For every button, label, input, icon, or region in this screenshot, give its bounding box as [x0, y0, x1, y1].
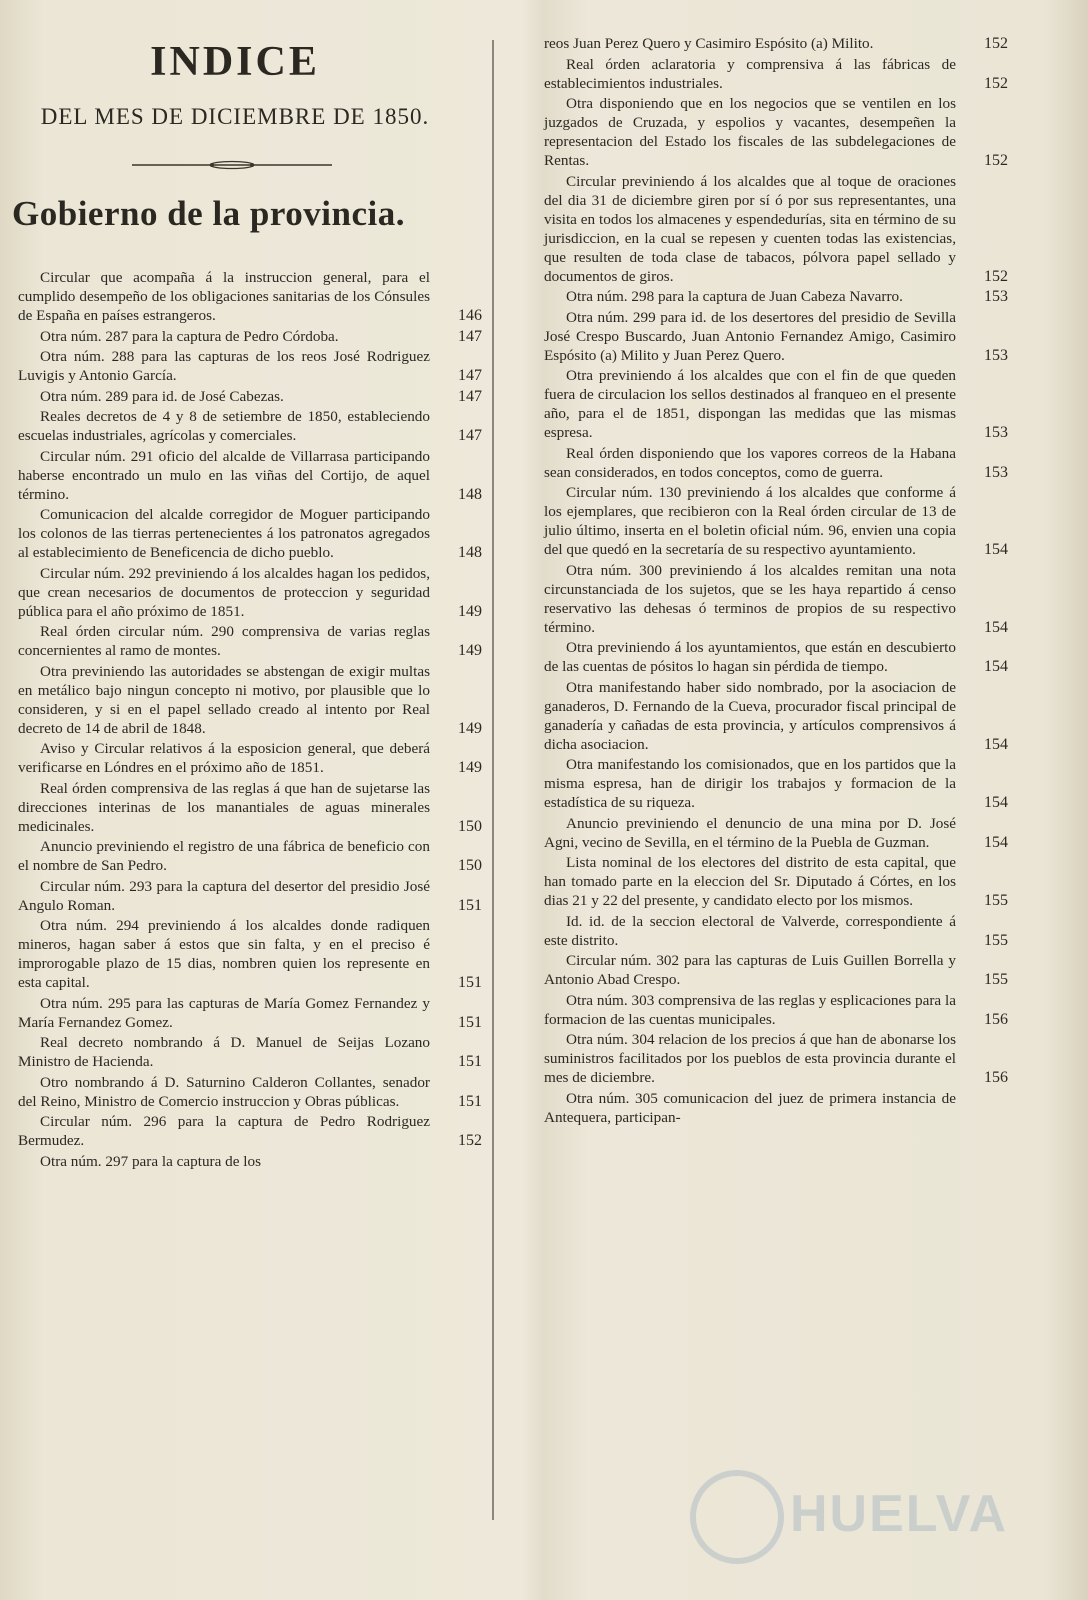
- index-entry: [544, 483, 1008, 559]
- entry-page-number: 156: [984, 1069, 1008, 1086]
- entry-text: Circular núm. 291 oficio del alcalde de Villarrasa participando haberse encontrado un mulo en las viñas del Cortijo, de aquel término.: [18, 447, 430, 503]
- entry-page-number: 152: [984, 267, 1008, 285]
- entry-text: Otra disponiendo que en los negocios que se ventilen en los juzgados de Cruzada, y espolios y vacantes, desempeñen la representacion del Estado los fiscales de las subdelegaciones de Rentas.: [544, 95, 956, 169]
- entry-text: Otra núm. 305 comunicacion del juez de primera instancia de Antequera, participan-: [544, 1089, 956, 1126]
- entry-page-number: 155: [984, 931, 1008, 949]
- index-entry: [18, 327, 482, 346]
- index-entry: [18, 564, 482, 621]
- index-entry: [544, 951, 1008, 989]
- entry-text: Lista nominal de los electores del distrito de esta capital, que han tomado parte en la eleccion del Sr. Diputado á Córtes, en los dias 21 y 22 del presente, y candidato electo por los mismos.: [544, 854, 956, 909]
- index-entry: [18, 447, 482, 504]
- index-entry: [544, 678, 1008, 754]
- entry-page-number: 155: [984, 971, 1008, 988]
- entry-page-number: 152: [984, 35, 1008, 52]
- index-entry: [18, 739, 482, 777]
- watermark-text: HUELVA: [790, 1485, 1009, 1543]
- index-entry: [544, 755, 1008, 812]
- entry-text: Otra núm. 300 previniendo á los alcaldes remitan una nota circunstanciada de los sujetos, que se les haya repartido á censo reservativo las dehesas ó terminos de propios de su respectivo término.: [544, 561, 956, 636]
- entry-text: Otra núm. 299 para id. de los desertores del presidio de Sevilla José Crespo Buscardo, Juan Antonio Fernandez Amigo, Casimiro Espósito (a) Milito y Juan Perez Quero.: [544, 308, 956, 364]
- index-entry: [544, 55, 1008, 93]
- entry-page-number: 146: [458, 307, 482, 324]
- entry-page-number: 149: [458, 719, 482, 737]
- index-entry: [544, 1030, 1008, 1087]
- entry-text: Otra núm. 304 relacion de los precios á que han de abonarse los suministros facilitados por los pueblos de esta provincia durante el mes de diciembre.: [544, 1031, 956, 1086]
- ornament-rule-icon: [132, 160, 332, 170]
- entry-text: Reales decretos de 4 y 8 de setiembre de 1850, estableciendo escuelas industriales, agrícolas y comerciales.: [18, 408, 430, 444]
- entry-page-number: 147: [458, 427, 482, 444]
- index-entry: [18, 622, 482, 660]
- index-entry: [18, 994, 482, 1032]
- index-entry: [544, 34, 1008, 53]
- entry-text: Otra núm. 303 comprensiva de las reglas y esplicaciones para la formacion de las cuentas municipales.: [544, 991, 956, 1028]
- archive-seal-icon: [690, 1470, 784, 1564]
- index-entry: [544, 287, 1008, 306]
- entry-text: Otra núm. 295 para las capturas de María Gomez Fernandez y María Fernandez Gomez.: [18, 994, 430, 1031]
- index-entry: [544, 94, 1008, 170]
- entry-text: Circular núm. 292 previniendo á los alcaldes hagan los pedidos, que crean necesarios de documentos de proteccion y seguridad pública para el año próximo de 1851.: [18, 564, 430, 620]
- entry-text: Otra previniendo á los ayuntamientos, que están en descubierto de las cuentas de pósitos lo hagan sin pérdida de tiempo.: [544, 639, 956, 675]
- entry-text: Circular que acompaña á la instruccion general, para el cumplido desempeño de los obligaciones sanitarias de los Cónsules de España en países estrangeros.: [18, 269, 430, 324]
- entry-page-number: 151: [458, 1092, 482, 1110]
- index-entry: [18, 1152, 438, 1171]
- entry-text: Real decreto nombrando á D. Manuel de Seijas Lozano Ministro de Hacienda.: [18, 1034, 430, 1070]
- entry-page-number: 154: [984, 833, 1008, 851]
- index-entry: [18, 916, 482, 992]
- index-entry: [544, 366, 1008, 442]
- entry-page-number: 155: [984, 892, 1008, 909]
- entry-page-number: 150: [458, 857, 482, 874]
- index-title: INDICE: [150, 39, 320, 85]
- index-entry: [544, 912, 1008, 950]
- index-entry: [544, 172, 1008, 286]
- entry-text: reos Juan Perez Quero y Casimiro Espósito (a) Milito.: [544, 35, 874, 52]
- index-subtitle: DEL MES DE DICIEMBRE DE 1850.: [40, 104, 430, 129]
- index-entry: [544, 814, 1008, 852]
- index-entry: [18, 779, 482, 836]
- entry-page-number: 149: [458, 602, 482, 620]
- entry-text: Comunicacion del alcalde corregidor de Moguer participando los colonos de las tierras pertenecientes á los patronatos agregados al establecimiento de Beneficencia de dicho pueblo.: [18, 506, 430, 561]
- entry-page-number: 154: [984, 794, 1008, 811]
- entry-page-number: 149: [458, 642, 482, 659]
- entry-page-number: 148: [458, 485, 482, 503]
- entry-text: Otra núm. 294 previniendo á los alcaldes donde radiquen mineros, hagan saber á estos que sin falta, y en el preciso é improrogable plazo de 15 dias, nombren quien los represente en esta capital.: [18, 917, 430, 991]
- entry-page-number: 153: [984, 424, 1008, 441]
- section-heading: Gobierno de la provincia.: [12, 194, 405, 233]
- watermark: [690, 1470, 1010, 1560]
- entry-page-number: 151: [458, 896, 482, 914]
- column-divider: [492, 40, 494, 1520]
- entry-page-number: 154: [984, 618, 1008, 636]
- entry-page-number: 147: [458, 327, 482, 345]
- entry-text: Anuncio previniendo el registro de una fábrica de beneficio con el nombre de San Pedro.: [18, 838, 430, 874]
- entry-text: Otro nombrando á D. Saturnino Calderon Collantes, senador del Reino, Ministro de Comercio instruccion y Obras públicas.: [18, 1073, 430, 1110]
- entry-text: Circular núm. 302 para las capturas de Luis Guillen Borrella y Antonio Abad Crespo.: [544, 952, 956, 988]
- entry-page-number: 150: [458, 817, 482, 835]
- entry-text: Real órden disponiendo que los vapores correos de la Habana sean considerados, en todos conceptos, como de guerra.: [544, 444, 956, 481]
- entry-text: Real órden circular núm. 290 comprensiva de varias reglas concernientes al ramo de montes.: [18, 623, 430, 659]
- entry-page-number: 152: [984, 74, 1008, 92]
- entry-text: Circular núm. 293 para la captura del desertor del presidio José Angulo Roman.: [18, 877, 430, 914]
- index-entry: [18, 268, 482, 325]
- entry-text: Id. id. de la seccion electoral de Valverde, correspondiente á este distrito.: [544, 912, 956, 949]
- entry-text: Otra núm. 297 para la captura de los: [40, 1152, 261, 1170]
- entry-page-number: 152: [984, 152, 1008, 169]
- entry-page-number: 151: [458, 974, 482, 991]
- index-entry: [18, 387, 482, 406]
- entry-page-number: 148: [458, 544, 482, 561]
- index-entry: [18, 1033, 482, 1071]
- entry-text: Otra previniendo á los alcaldes que con el fin de que queden fuera de circulacion los sellos destinados al franqueo en el presente año, para el de 1851, dispongan las medidas que las mismas espresa.: [544, 367, 956, 441]
- entry-page-number: 152: [458, 1132, 482, 1149]
- index-entry: [544, 1089, 964, 1127]
- entry-page-number: 153: [984, 463, 1008, 481]
- entry-page-number: 154: [984, 541, 1008, 558]
- entry-text: Otra manifestando los comisionados, que en los partidos que la misma espresa, han de dirigir los trabajos y formacion de la estadística de su riqueza.: [544, 756, 956, 811]
- entry-text: Circular previniendo á los alcaldes que al toque de oraciones del dia 31 de diciembre giren por sí ó por sus representantes, una visita en todos los almacenes y espendedurías, sita en término de su jurisdiccion, en la cual se repesen y cuenten todas las existencias, que resulten de toda clase de tabacos, pólvora papel sellado y documentos de giros.: [544, 172, 956, 285]
- entry-page-number: 156: [984, 1010, 1008, 1028]
- entry-text: Aviso y Circular relativos á la esposicion general, que deberá verificarse en Lóndres en el próximo año de 1851.: [18, 740, 430, 776]
- entry-text: Circular núm. 296 para la captura de Pedro Rodriguez Bermudez.: [18, 1113, 430, 1149]
- entry-page-number: 149: [458, 759, 482, 776]
- entry-text: Otra núm. 287 para la captura de Pedro Córdoba.: [40, 327, 339, 345]
- index-entry: [18, 1112, 482, 1150]
- index-entry: [544, 444, 1008, 482]
- index-entry: [18, 505, 482, 562]
- entry-page-number: 147: [458, 387, 482, 405]
- entry-page-number: 151: [458, 1013, 482, 1031]
- entry-page-number: 154: [984, 735, 1008, 753]
- left-column: [18, 268, 482, 1172]
- entry-page-number: 153: [984, 346, 1008, 364]
- entry-text: Otra núm. 298 para la captura de Juan Cabeza Navarro.: [566, 288, 903, 305]
- entry-text: Anuncio previniendo el denuncio de una mina por D. José Agni, vecino de Sevilla, en el término de la Puebla de Guzman.: [544, 814, 956, 851]
- entry-text: Otra manifestando haber sido nombrado, por la asociacion de ganaderos, D. Fernando de la Cueva, procurador fiscal principal de ganadería y cañadas de esta provincia, y artículos comprensivos á dicha asociacion.: [544, 678, 956, 753]
- index-entry: [544, 561, 1008, 637]
- index-entry: [18, 877, 482, 915]
- entry-page-number: 147: [458, 367, 482, 384]
- entry-page-number: 153: [984, 288, 1008, 305]
- index-entry: [18, 1073, 482, 1111]
- entry-text: Otra núm. 289 para id. de José Cabezas.: [40, 387, 284, 405]
- index-entry: [18, 407, 482, 445]
- entry-text: Otra núm. 288 para las capturas de los reos José Rodriguez Luvigis y Antonio García.: [18, 348, 430, 384]
- entry-page-number: 151: [458, 1053, 482, 1070]
- entry-page-number: 154: [984, 658, 1008, 675]
- entry-text: Real órden aclaratoria y comprensiva á las fábricas de establecimientos industriales.: [544, 55, 956, 92]
- index-entry: [544, 308, 1008, 365]
- index-entry: [18, 662, 482, 738]
- index-entry: [18, 347, 482, 385]
- index-entry: [544, 991, 1008, 1029]
- right-column: [544, 34, 1008, 1128]
- index-entry: [544, 853, 1008, 910]
- index-entry: [18, 837, 482, 875]
- entry-text: Circular núm. 130 previniendo á los alcaldes que conforme á los ejemplares, que recibieron con la Real órden circular de 13 de julio último, inserta en el boletin oficial núm. 96, envien una copia del que quedó en la secretaría de su respectivo ayuntamiento.: [544, 484, 956, 558]
- entry-text: Otra previniendo las autoridades se abstengan de exigir multas en metálico bajo ningun concepto ni motivo, por plausible que lo consideren, y si en el papel sellado creado al intento por Real decreto de 14 de abril de 1848.: [18, 662, 430, 737]
- index-entry: [544, 638, 1008, 676]
- entry-text: Real órden comprensiva de las reglas á que han de sujetarse las direcciones interinas de los manantiales de aguas minerales medicinales.: [18, 779, 430, 835]
